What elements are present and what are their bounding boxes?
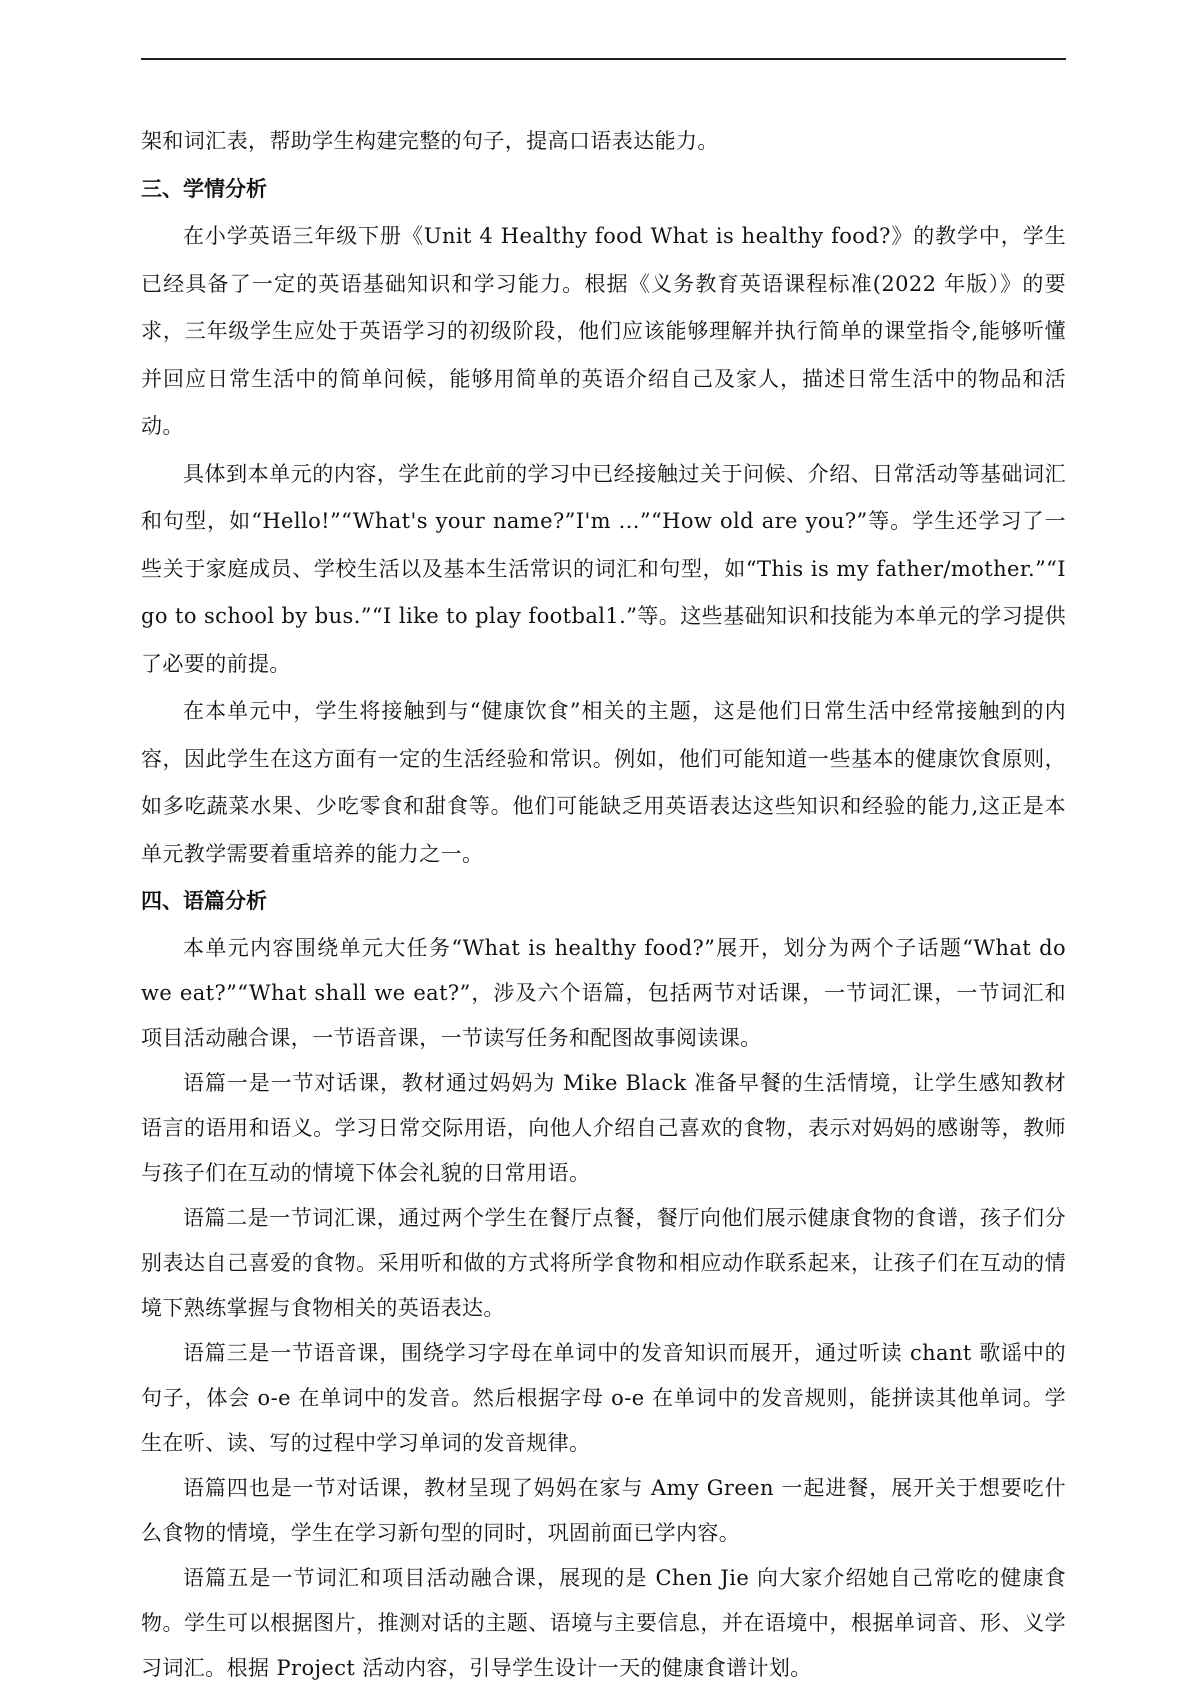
paragraph-text-two: 语篇二是一节词汇课，通过两个学生在餐厅点餐，餐厅向他们展示健康食物的食谱，孩子们分别表达自己喜爱的食物。采用听和做的方式将所学食物和相应动作联系起来，让孩子们在互动的情境下熟练掌握与食物相关的英语表达。 xyxy=(141,1205,1066,1320)
paragraph-text-four: 语篇四也是一节对话课，教材呈现了妈妈在家与 Amy Green 一起进餐，展开关于想要吃什么食物的情境，学生在学习新句型的同时，巩固前面已学内容。 xyxy=(141,1475,1066,1545)
section-heading-learner-analysis: 三、学情分析 xyxy=(141,176,267,201)
header-rule xyxy=(141,58,1066,60)
paragraph-learner-background: 在小学英语三年级下册《Unit 4 Healthy food What is healthy food?》的教学中，学生已经具备了一定的英语基础知识和学习能力。根据《义务教育英语课程标准(2022 年版）》的要求，三年级学生应处于英语学习的初级阶段，他们应该能够理解并执行简单的课堂指令,能够听懂并回应日常生活中的简单问候，能够用简单的英语介绍自己及家人，描述日常生活中的物品和活动。 xyxy=(141,224,1066,438)
paragraph-text-one: 语篇一是一节对话课，教材通过妈妈为 Mike Black 准备早餐的生活情境，让学生感知教材语言的语用和语义。学习日常交际用语，向他人介绍自己喜欢的食物，表示对妈妈的感谢等，教师与孩子们在互动的情境下体会礼貌的日常用语。 xyxy=(141,1070,1066,1185)
section-heading-text-analysis: 四、语篇分析 xyxy=(141,889,267,913)
paragraph-text-three: 语篇三是一节语音课，围绕学习字母在单词中的发音知识而展开，通过听读 chant 歌谣中的句子，体会 o-e 在单词中的发音。然后根据字母 o-e 在单词中的发音规则，能拼读其他单词。学生在听、读、写的过程中学习单词的发音规律。 xyxy=(141,1340,1066,1455)
paragraph-unit-overview: 本单元内容围绕单元大任务“What is healthy food?”展开，划分为两个子话题“What do we eat?”“What shall we eat?”，涉及六个语篇，包括两节对话课，一节词汇课，一节词汇和项目活动融合课，一节语音课，一节读写任务和配图故事阅读课。 xyxy=(141,935,1066,1050)
paragraph-text-five: 语篇五是一节词汇和项目活动融合课，展现的是 Chen Jie 向大家介绍她自己常吃的健康食物。学生可以根据图片，推测对话的主题、语境与主要信息，并在语境中，根据单词音、形、义学习词汇。根据 Project 活动内容，引导学生设计一天的健康食谱计划。 xyxy=(141,1565,1066,1680)
paragraph-continuation: 架和词汇表，帮助学生构建完整的句子，提高口语表达能力。 xyxy=(141,129,719,153)
paragraph-healthy-eating-theme: 在本单元中，学生将接触到与“健康饮食”相关的主题，这是他们日常生活中经常接触到的内容，因此学生在这方面有一定的生活经验和常识。例如，他们可能知道一些基本的健康饮食原则，如多吃蔬菜水果、少吃零食和甜食等。他们可能缺乏用英语表达这些知识和经验的能力,这正是本单元教学需要着重培养的能力之一。 xyxy=(141,699,1066,866)
document-body xyxy=(141,118,1066,1691)
paragraph-prior-knowledge: 具体到本单元的内容，学生在此前的学习中已经接触过关于问候、介绍、日常活动等基础词汇和句型，如“Hello!”“What's your name?”I'm ...”“How old are you?”等。学生还学习了一些关于家庭成员、学校生活以及基本生活常识的词汇和句型，如“This is my father/mother.”“I go to school by bus.”“I like to play footbal1.”等。这些基础知识和技能为本单元的学习提供了必要的前提。 xyxy=(141,461,1066,676)
